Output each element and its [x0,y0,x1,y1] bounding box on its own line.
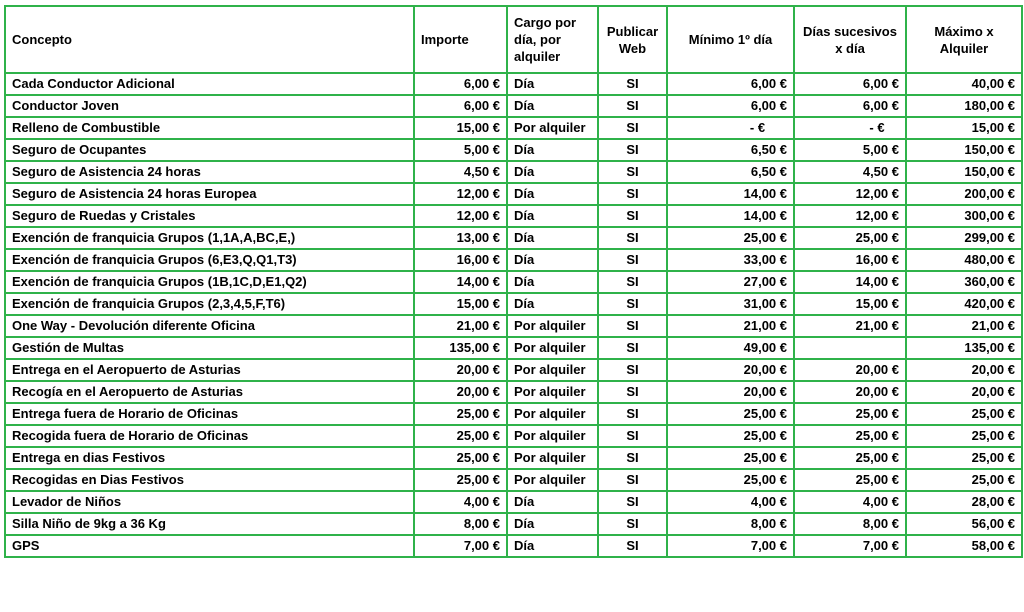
table-row [5,337,1022,359]
cell-importe: 25,00 € [414,425,507,447]
cell-importe: 8,00 € [414,513,507,535]
cell-concepto: Exención de franquicia Grupos (6,E3,Q,Q1,T3) [5,249,414,271]
cell-importe: 4,00 € [414,491,507,513]
cell-concepto: Cada Conductor Adicional [5,73,414,95]
table-row [5,535,1022,557]
pricing-table-container [4,5,1023,558]
cell-dias: 25,00 € [794,447,906,469]
cell-cargo: Día [507,271,598,293]
cell-cargo: Día [507,293,598,315]
cell-importe: 4,50 € [414,161,507,183]
cell-importe: 6,00 € [414,95,507,117]
cell-publicar: SI [598,293,667,315]
cell-maximo: 28,00 € [906,491,1022,513]
cell-cargo: Día [507,227,598,249]
cell-publicar: SI [598,447,667,469]
cell-publicar: SI [598,139,667,161]
cell-maximo: 180,00 € [906,95,1022,117]
cell-cargo: Por alquiler [507,425,598,447]
header-importe: Importe [414,6,507,73]
cell-publicar: SI [598,227,667,249]
header-cargo: Cargo por día, por alquiler [507,6,598,73]
header-row [5,6,1022,73]
cell-minimo: 27,00 € [667,271,794,293]
cell-concepto: Gestión de Multas [5,337,414,359]
cell-importe: 6,00 € [414,73,507,95]
cell-maximo: 20,00 € [906,381,1022,403]
table-row [5,381,1022,403]
table-row [5,73,1022,95]
cell-cargo: Por alquiler [507,359,598,381]
cell-minimo: 6,50 € [667,161,794,183]
cell-importe: 7,00 € [414,535,507,557]
cell-concepto: Entrega en el Aeropuerto de Asturias [5,359,414,381]
cell-maximo: 25,00 € [906,403,1022,425]
cell-cargo: Día [507,491,598,513]
table-row [5,293,1022,315]
cell-minimo: 25,00 € [667,447,794,469]
cell-publicar: SI [598,315,667,337]
cell-publicar: SI [598,425,667,447]
cell-concepto: Silla Niño de 9kg a 36 Kg [5,513,414,535]
table-row [5,205,1022,227]
cell-importe: 25,00 € [414,403,507,425]
cell-concepto: Entrega fuera de Horario de Oficinas [5,403,414,425]
table-row [5,161,1022,183]
cell-concepto: Levador de Niños [5,491,414,513]
table-row [5,447,1022,469]
cell-minimo: - € [667,117,794,139]
cell-importe: 12,00 € [414,205,507,227]
cell-dias: 15,00 € [794,293,906,315]
table-row [5,403,1022,425]
cell-cargo: Por alquiler [507,469,598,491]
cell-dias: 25,00 € [794,227,906,249]
cell-cargo: Día [507,535,598,557]
cell-dias: 12,00 € [794,183,906,205]
cell-dias: - € [794,117,906,139]
cell-maximo: 25,00 € [906,447,1022,469]
cell-minimo: 25,00 € [667,403,794,425]
cell-concepto: Exención de franquicia Grupos (2,3,4,5,F,T6) [5,293,414,315]
cell-dias: 16,00 € [794,249,906,271]
cell-concepto: Conductor Joven [5,95,414,117]
cell-dias [794,337,906,359]
table-row [5,95,1022,117]
cell-dias: 21,00 € [794,315,906,337]
table-row [5,315,1022,337]
cell-dias: 8,00 € [794,513,906,535]
cell-cargo: Por alquiler [507,337,598,359]
cell-minimo: 31,00 € [667,293,794,315]
cell-minimo: 20,00 € [667,359,794,381]
cell-dias: 14,00 € [794,271,906,293]
header-concepto: Concepto [5,6,414,73]
cell-concepto: Recogidas en Dias Festivos [5,469,414,491]
cell-dias: 6,00 € [794,73,906,95]
cell-publicar: SI [598,117,667,139]
cell-cargo: Por alquiler [507,315,598,337]
cell-importe: 21,00 € [414,315,507,337]
cell-cargo: Día [507,513,598,535]
cell-dias: 6,00 € [794,95,906,117]
cell-dias: 12,00 € [794,205,906,227]
header-minimo: Mínimo 1º día [667,6,794,73]
cell-importe: 12,00 € [414,183,507,205]
table-row [5,183,1022,205]
cell-maximo: 56,00 € [906,513,1022,535]
cell-maximo: 40,00 € [906,73,1022,95]
cell-concepto: Entrega en dias Festivos [5,447,414,469]
cell-concepto: Exención de franquicia Grupos (1B,1C,D,E1,Q2) [5,271,414,293]
cell-publicar: SI [598,381,667,403]
cell-publicar: SI [598,535,667,557]
table-header [5,6,1022,73]
cell-maximo: 299,00 € [906,227,1022,249]
cell-publicar: SI [598,249,667,271]
cell-minimo: 21,00 € [667,315,794,337]
cell-cargo: Por alquiler [507,403,598,425]
cell-importe: 25,00 € [414,447,507,469]
cell-minimo: 20,00 € [667,381,794,403]
cell-maximo: 360,00 € [906,271,1022,293]
cell-publicar: SI [598,403,667,425]
cell-importe: 13,00 € [414,227,507,249]
cell-minimo: 8,00 € [667,513,794,535]
cell-dias: 25,00 € [794,469,906,491]
cell-publicar: SI [598,161,667,183]
cell-publicar: SI [598,469,667,491]
cell-concepto: GPS [5,535,414,557]
cell-cargo: Por alquiler [507,381,598,403]
cell-dias: 4,00 € [794,491,906,513]
cell-cargo: Día [507,139,598,161]
cell-concepto: Seguro de Ocupantes [5,139,414,161]
cell-minimo: 49,00 € [667,337,794,359]
cell-importe: 15,00 € [414,293,507,315]
cell-minimo: 6,00 € [667,95,794,117]
cell-concepto: Seguro de Ruedas y Cristales [5,205,414,227]
cell-minimo: 7,00 € [667,535,794,557]
cell-concepto: Seguro de Asistencia 24 horas Europea [5,183,414,205]
cell-cargo: Día [507,249,598,271]
cell-publicar: SI [598,95,667,117]
cell-importe: 16,00 € [414,249,507,271]
cell-cargo: Día [507,205,598,227]
cell-minimo: 25,00 € [667,469,794,491]
cell-importe: 25,00 € [414,469,507,491]
cell-concepto: One Way - Devolución diferente Oficina [5,315,414,337]
cell-minimo: 25,00 € [667,425,794,447]
cell-publicar: SI [598,359,667,381]
cell-minimo: 6,00 € [667,73,794,95]
cell-dias: 25,00 € [794,425,906,447]
header-maximo: Máximo x Alquiler [906,6,1022,73]
table-row [5,491,1022,513]
cell-publicar: SI [598,271,667,293]
table-body [5,73,1022,557]
table-row [5,469,1022,491]
cell-maximo: 25,00 € [906,469,1022,491]
pricing-table [4,5,1023,558]
cell-concepto: Recogía en el Aeropuerto de Asturias [5,381,414,403]
table-row [5,513,1022,535]
cell-cargo: Día [507,161,598,183]
table-row [5,139,1022,161]
cell-dias: 7,00 € [794,535,906,557]
cell-dias: 20,00 € [794,359,906,381]
cell-importe: 20,00 € [414,359,507,381]
table-row [5,227,1022,249]
cell-minimo: 4,00 € [667,491,794,513]
cell-maximo: 300,00 € [906,205,1022,227]
cell-minimo: 14,00 € [667,205,794,227]
cell-maximo: 58,00 € [906,535,1022,557]
cell-cargo: Día [507,73,598,95]
cell-maximo: 15,00 € [906,117,1022,139]
table-row [5,425,1022,447]
cell-publicar: SI [598,337,667,359]
cell-minimo: 25,00 € [667,227,794,249]
header-dias: Días sucesivos x día [794,6,906,73]
cell-publicar: SI [598,183,667,205]
cell-minimo: 6,50 € [667,139,794,161]
table-row [5,117,1022,139]
cell-cargo: Día [507,95,598,117]
table-row [5,249,1022,271]
cell-concepto: Recogida fuera de Horario de Oficinas [5,425,414,447]
table-row [5,359,1022,381]
cell-maximo: 200,00 € [906,183,1022,205]
cell-cargo: Día [507,183,598,205]
cell-importe: 20,00 € [414,381,507,403]
cell-maximo: 150,00 € [906,161,1022,183]
cell-importe: 14,00 € [414,271,507,293]
cell-publicar: SI [598,513,667,535]
cell-minimo: 33,00 € [667,249,794,271]
cell-cargo: Por alquiler [507,117,598,139]
cell-maximo: 25,00 € [906,425,1022,447]
cell-maximo: 20,00 € [906,359,1022,381]
cell-importe: 5,00 € [414,139,507,161]
cell-importe: 135,00 € [414,337,507,359]
cell-importe: 15,00 € [414,117,507,139]
cell-maximo: 150,00 € [906,139,1022,161]
cell-maximo: 135,00 € [906,337,1022,359]
cell-concepto: Seguro de Asistencia 24 horas [5,161,414,183]
cell-publicar: SI [598,205,667,227]
cell-concepto: Exención de franquicia Grupos (1,1A,A,BC,E,) [5,227,414,249]
cell-dias: 4,50 € [794,161,906,183]
cell-maximo: 480,00 € [906,249,1022,271]
cell-dias: 25,00 € [794,403,906,425]
cell-maximo: 420,00 € [906,293,1022,315]
cell-concepto: Relleno de Combustible [5,117,414,139]
cell-cargo: Por alquiler [507,447,598,469]
cell-dias: 20,00 € [794,381,906,403]
header-publicar: Publicar Web [598,6,667,73]
cell-dias: 5,00 € [794,139,906,161]
cell-maximo: 21,00 € [906,315,1022,337]
cell-minimo: 14,00 € [667,183,794,205]
cell-publicar: SI [598,73,667,95]
cell-publicar: SI [598,491,667,513]
table-row [5,271,1022,293]
